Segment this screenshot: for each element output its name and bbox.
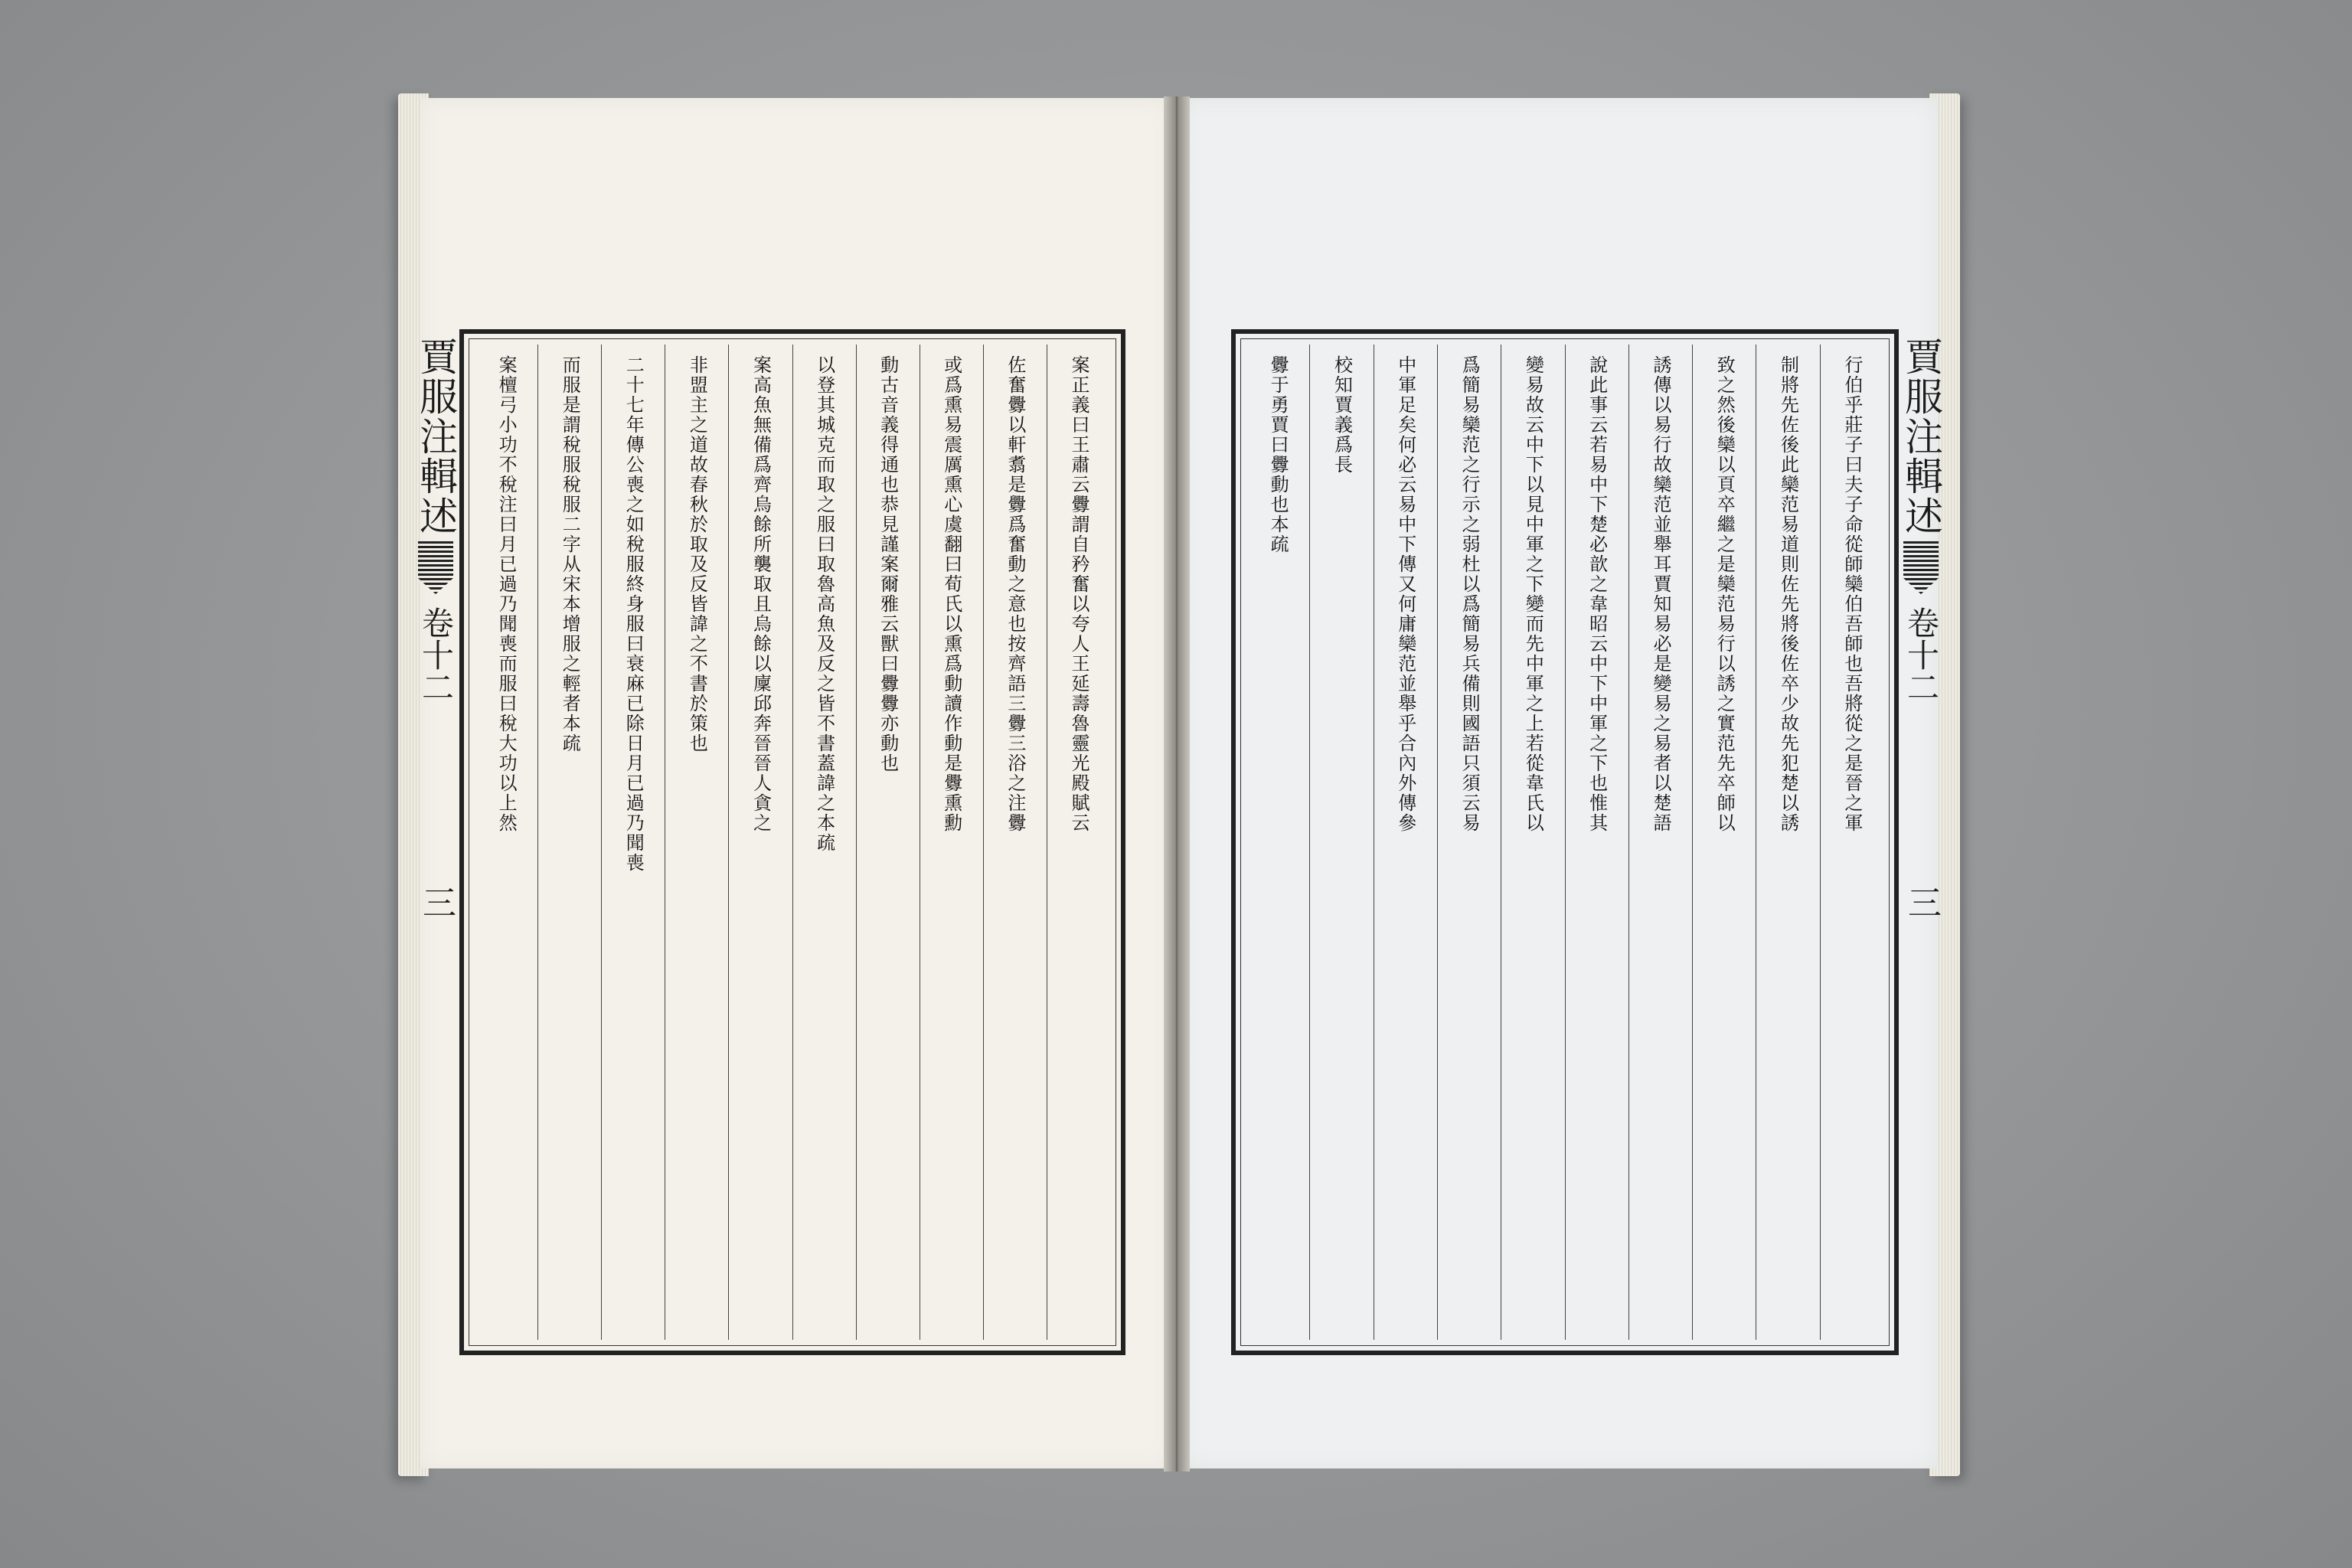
text-column: 變易故云中下以見中軍之下變而先中軍之上若從韋氏以 [1522,355,1544,833]
right-column-6 [1501,345,1564,1340]
left-column-3 [920,345,983,1340]
book-title: 賈服注輯述 [1899,337,1943,536]
left-column-4 [856,345,920,1340]
text-column: 校知賈義爲長 [1331,355,1353,475]
left-column-7 [665,345,728,1340]
text-column: 佐奮釁以軒翥是釁爲奮動之意也按齊語三釁三浴之注釁 [1004,355,1026,833]
left-column-1 [1047,345,1110,1340]
left-text-frame [459,329,1125,1355]
page-number: 三 [416,885,456,919]
left-column-2 [983,345,1047,1340]
text-column: 說此事云若易中下楚必歆之韋昭云中下中軍之下也惟其 [1586,355,1608,833]
right-text-frame [1231,329,1899,1355]
text-column: 中軍足矣何必云易中下傳又何庸欒范並舉乎合內外傳參 [1394,355,1416,833]
right-column-1 [1820,345,1883,1340]
left-columns [475,345,1110,1340]
left-column-8 [601,345,665,1340]
right-column-8 [1374,345,1437,1340]
right-columns [1246,345,1883,1340]
right-column-3 [1692,345,1756,1340]
text-column: 爲簡易欒范之行示之弱杜以爲簡易兵備則國語只須云易 [1459,355,1481,833]
fish-tail-icon [418,541,453,594]
book-title: 賈服注輯述 [413,337,458,536]
text-column: 二十七年傳公喪之如稅服終身服曰衰麻已除日月已過乃聞喪 [622,355,645,873]
left-column-9 [537,345,601,1340]
right-column-2 [1756,345,1819,1340]
text-column: 案檀弓小功不稅注曰月已過乃聞喪而服曰稅大功以上然 [495,355,518,833]
text-column: 制將先佐後此欒范易道則佐先將後佐卒少故先犯楚以誘 [1777,355,1799,833]
text-column: 或爲熏易震厲熏心虞翻曰荀氏以熏爲動讀作動是釁熏勳 [940,355,962,833]
left-column-6 [728,345,792,1340]
text-column: 釁于勇賈曰釁動也本疏 [1267,355,1289,554]
text-column: 而服是謂稅服稅服二字从宋本增服之輕者本疏 [559,355,581,753]
left-column-10 [475,345,537,1340]
volume-label: 卷十二 [1903,606,1940,703]
right-column-5 [1565,345,1628,1340]
text-column: 以登其城克而取之服曰取魯高魚及反之皆不書蓋諱之本疏 [813,355,835,853]
left-spine-label [412,337,459,1348]
left-column-5 [792,345,856,1340]
text-column: 致之然後欒以頁卒繼之是欒范易行以誘之實范先卒師以 [1713,355,1736,833]
text-column: 案高魚無備爲齊烏餘所襲取且烏餘以廩邱奔晉晉人貪之 [750,355,772,833]
book-gutter [1164,96,1190,1472]
right-column-7 [1437,345,1501,1340]
fish-tail-icon [1903,541,1939,594]
page-number: 三 [1902,885,1941,919]
right-column-10 [1246,345,1309,1340]
right-column-4 [1628,345,1692,1340]
text-column: 動古音義得通也恭見謹案爾雅云獸曰釁釁亦動也 [877,355,899,773]
text-column: 非盟主之道故春秋於取及反皆諱之不書於策也 [686,355,708,753]
right-spine-label [1897,337,1945,1348]
text-column: 行伯乎莊子曰夫子命從師欒伯吾師也吾將從之是晉之軍 [1841,355,1863,833]
volume-label: 卷十二 [417,606,455,703]
right-column-9 [1309,345,1373,1340]
text-column: 誘傳以易行故欒范並舉耳賈知易必是變易之易者以楚語 [1649,355,1671,833]
text-column: 案正義曰王肅云釁謂自矜奮以夸人王延壽魯靈光殿賦云 [1067,355,1089,833]
